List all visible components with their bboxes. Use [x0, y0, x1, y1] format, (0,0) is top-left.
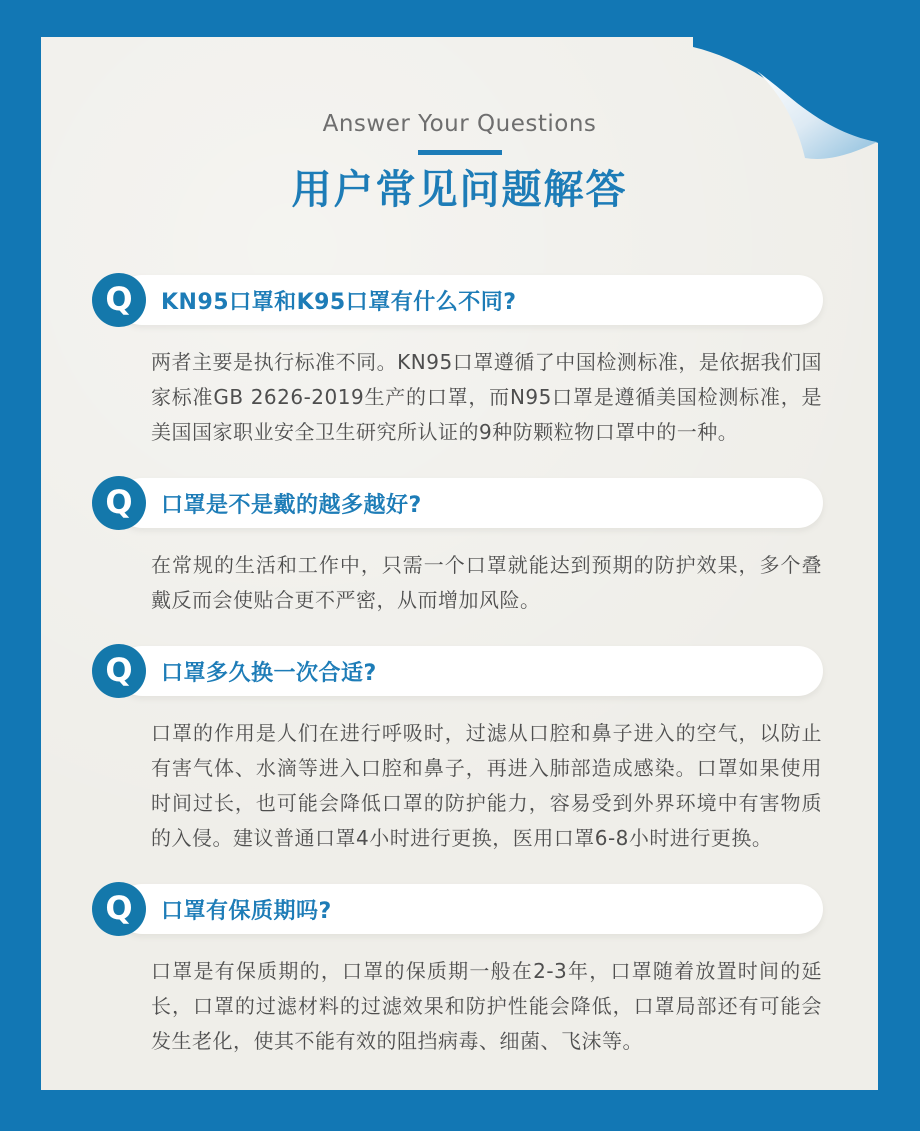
answer-text: 口罩是有保质期的，口罩的保质期一般在2-3年，口罩随着放置时间的延长，口罩的过滤材料的过滤效果和防护性能会降低，口罩局部还有可能会发生老化，使其不能有效的阻挡病毒、细菌、飞沫等。 — [151, 959, 822, 1053]
answer-text: 在常规的生活和工作中，只需一个口罩就能达到预期的防护效果，多个叠戴反而会使贴合更不严密，从而增加风险。 — [151, 553, 822, 612]
question-text: 口罩有保质期吗? — [161, 898, 332, 924]
question-pill — [117, 646, 823, 696]
faq-item-4 — [41, 882, 878, 1059]
faq-list — [41, 273, 878, 1059]
q-badge-icon: Q — [92, 644, 146, 698]
question-row — [41, 644, 878, 698]
question-text: KN95口罩和K95口罩有什么不同? — [161, 289, 517, 315]
faq-item-1 — [41, 273, 878, 450]
question-row — [41, 273, 878, 327]
question-pill — [117, 884, 823, 934]
q-badge-icon: Q — [92, 476, 146, 530]
header-divider — [418, 150, 502, 155]
question-text: 口罩多久换一次合适? — [161, 660, 377, 686]
question-row — [41, 882, 878, 936]
page-curl-icon — [693, 36, 879, 167]
answer-text: 两者主要是执行标准不同。KN95口罩遵循了中国检测标准，是依据我们国家标准GB 2626-2019生产的口罩，而N95口罩是遵循美国检测标准，是美国国家职业安全卫生研究所认证的9种防颗粒物口罩中的一种。 — [151, 350, 822, 444]
question-pill — [117, 478, 823, 528]
faq-item-3 — [41, 644, 878, 856]
faq-card — [41, 37, 878, 1090]
faq-item-2 — [41, 476, 878, 618]
answer-text: 口罩的作用是人们在进行呼吸时，过滤从口腔和鼻子进入的空气，以防止有害气体、水滴等进入口腔和鼻子，再进入肺部造成感染。口罩如果使用时间过长，也可能会降低口罩的防护能力，容易受到外界环境中有害物质的入侵。建议普通口罩4小时进行更换，医用口罩6-8小时进行更换。 — [151, 721, 822, 850]
header-eyebrow: Answer Your Questions — [322, 111, 597, 137]
question-text: 口罩是不是戴的越多越好? — [161, 492, 422, 518]
page-title: 用户常见问题解答 — [291, 167, 628, 213]
q-badge-icon: Q — [92, 882, 146, 936]
q-badge-icon: Q — [92, 273, 146, 327]
question-row — [41, 476, 878, 530]
question-pill — [117, 275, 823, 325]
